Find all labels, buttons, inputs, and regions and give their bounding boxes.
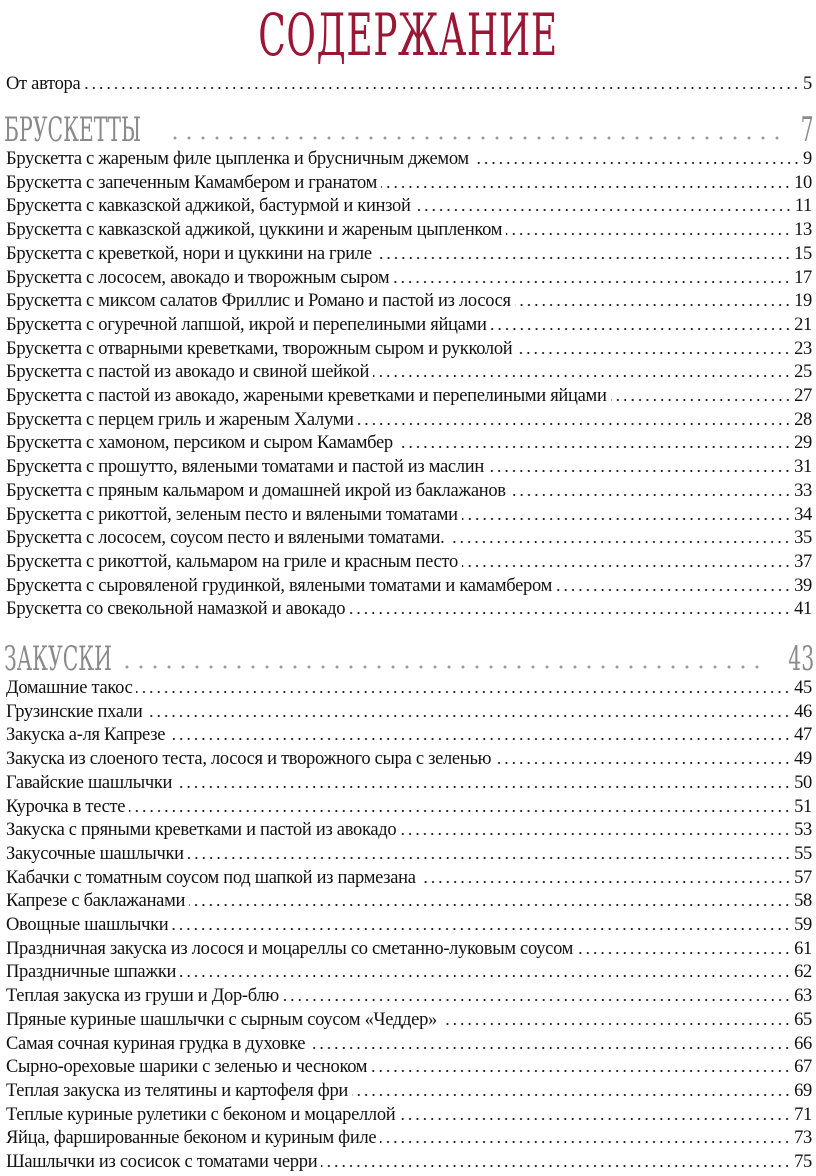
entry-page: 47	[794, 725, 812, 746]
toc-entry[interactable]	[6, 1103, 812, 1126]
toc-entry[interactable]	[6, 384, 812, 407]
entry-page: 67	[794, 1057, 812, 1078]
toc-entry[interactable]	[6, 1055, 812, 1078]
entry-label: Закуска с пряными креветками и пастой из авокадо	[6, 820, 397, 841]
leader-dots	[321, 1164, 791, 1168]
leader-dots	[180, 974, 791, 978]
leader-dots	[488, 469, 791, 473]
entry-label: Домашние такос	[6, 678, 133, 698]
leader-dots	[495, 761, 791, 765]
leader-dots	[399, 1117, 791, 1121]
toc-entry[interactable]	[6, 700, 812, 723]
toc-entry[interactable]	[6, 1008, 812, 1031]
entry-page: 9	[803, 149, 812, 169]
section-page: 43	[788, 639, 814, 679]
page-title: СОДЕРЖАНИЕ	[258, 1, 558, 69]
toc-entry[interactable]	[6, 360, 812, 383]
entry-page: 23	[794, 338, 812, 359]
toc-entry[interactable]	[6, 937, 812, 960]
entry-page: 63	[794, 986, 812, 1007]
toc-entry[interactable]	[6, 194, 812, 217]
entry-page: 65	[794, 1009, 812, 1030]
entry-page: 58	[794, 891, 812, 912]
entry-page: 11	[794, 196, 812, 217]
section-title: ЗАКУСКИ	[4, 639, 112, 679]
entry-page: 10	[794, 172, 812, 193]
entry-label: Шашлычки из сосисок с томатами черри	[6, 1152, 318, 1172]
entry-label: Брускетта с пастой из авокадо и свиной шейкой	[6, 362, 370, 383]
entry-label: Теплая закуска из телятины и картофеля фри	[6, 1080, 348, 1101]
entry-page: 75	[794, 1152, 812, 1172]
toc-entry[interactable]	[6, 723, 812, 746]
entry-page: 45	[794, 678, 812, 698]
entry-label: Брускетта с креветкой, нори и цуккини на гриле	[6, 243, 372, 264]
entry-label: Брускетта с сыровяленой грудинкой, вялеными томатами и камамбером	[6, 575, 552, 596]
leader-dots	[129, 809, 791, 813]
toc-entry[interactable]	[6, 1126, 812, 1149]
leader-dots	[473, 161, 800, 165]
toc-entry[interactable]	[6, 771, 812, 794]
entry-label: Брускетта с пряным кальмаром и домашней икрой из баклажанов	[6, 480, 506, 501]
toc-entry[interactable]	[6, 408, 812, 431]
leader-dots	[397, 445, 791, 449]
toc-entry[interactable]	[6, 676, 812, 699]
toc-entry[interactable]	[6, 913, 812, 936]
entry-page: 73	[794, 1128, 812, 1149]
toc-entry[interactable]	[6, 747, 812, 770]
toc-entry[interactable]	[6, 597, 812, 620]
toc-entry[interactable]	[6, 313, 812, 336]
entry-label: Брускетта с миксом салатов Фриллис и Романо и пастой из лосося	[6, 291, 511, 312]
leader-dots	[349, 611, 791, 615]
entry-label: Закусочные шашлычки	[6, 843, 184, 864]
toc-entry[interactable]	[6, 984, 812, 1007]
entry-label: Брускетта с огуречной лапшой, икрой и перепелиными яйцами	[6, 314, 487, 335]
toc-entry[interactable]	[6, 960, 812, 983]
entry-label: Брускетта с отварными креветками, творожным сыром и рукколой	[6, 338, 513, 359]
section-header[interactable]	[4, 639, 814, 679]
entry-label: Брускетта с запеченным Камамбером и гранатом	[6, 172, 378, 193]
entry-label: Капрезе с баклажанами	[6, 891, 186, 912]
entry-label: Самая сочная куриная грудка в духовке	[6, 1033, 306, 1054]
entry-page: 13	[794, 220, 812, 241]
entry-page: 21	[794, 314, 812, 335]
entry-page: 39	[794, 575, 812, 596]
leader-dots	[376, 256, 791, 260]
leader-dots	[415, 208, 792, 212]
entry-page: 25	[794, 362, 812, 383]
leader-dots	[506, 232, 791, 236]
entry-page: 29	[794, 433, 812, 454]
leader-dots	[556, 588, 791, 592]
toc-entry[interactable]	[6, 337, 812, 360]
entry-label: От автора	[6, 74, 81, 94]
entry-page: 46	[794, 701, 812, 722]
entry-label: Закуска из слоеного теста, лосося и творожного сыра с зеленью	[6, 749, 492, 770]
section-title: БРУСКЕТТЫ	[4, 110, 142, 150]
entry-page: 15	[794, 243, 812, 264]
toc-entry[interactable]	[6, 889, 812, 912]
entry-page: 34	[794, 504, 812, 525]
section-header[interactable]	[4, 110, 814, 150]
toc-entry[interactable]	[6, 1150, 812, 1173]
entry-page: 33	[794, 480, 812, 501]
toc-entry[interactable]	[6, 1079, 812, 1102]
leader-dots	[136, 690, 791, 694]
entry-page: 53	[794, 820, 812, 841]
leader-dots	[146, 714, 791, 718]
entry-label: Закуска а-ля Капрезе	[6, 725, 166, 746]
leader-dots	[380, 1140, 791, 1144]
toc-entry[interactable]	[6, 1032, 812, 1055]
entry-label: Сырно-ореховые шарики с зеленью и чесноком	[6, 1057, 368, 1078]
leader-dots	[462, 564, 791, 568]
toc-entry[interactable]	[6, 479, 812, 502]
entry-label: Гавайские шашлычки	[6, 772, 173, 793]
leader-dots	[400, 832, 791, 836]
toc-entry[interactable]	[6, 818, 812, 841]
leader-dots	[393, 280, 791, 284]
entry-label: Брускетта со свекольной намазкой и авокадо	[6, 599, 346, 620]
toc-entry[interactable]	[6, 842, 812, 865]
entry-label: Пряные куриные шашлычки с сырным соусом «Чеддер»	[6, 1009, 437, 1030]
leader-dots	[515, 303, 791, 307]
entry-page: 49	[794, 749, 812, 770]
entry-label: Кабачки с томатным соусом под шапкой из пармезана	[6, 867, 416, 888]
entry-label: Теплые куриные рулетики с беконом и моцареллой	[6, 1104, 396, 1125]
entry-label: Брускетта с пастой из авокадо, жареными креветками и перепелиными яйцами	[6, 386, 607, 406]
entry-page: 17	[794, 267, 812, 288]
entry-label: Яйца, фаршированные беконом и куриным филе	[6, 1128, 377, 1149]
entry-label: Брускетта с рикоттой, зеленым песто и вялеными томатами	[6, 504, 458, 525]
toc-entry[interactable]	[6, 171, 812, 194]
leader-dots	[441, 1022, 791, 1026]
toc-entry[interactable]	[6, 147, 812, 170]
toc-entry-intro[interactable]	[6, 72, 812, 95]
leader-dots	[176, 785, 791, 789]
leader-dots	[448, 540, 791, 544]
toc-entry[interactable]	[6, 795, 812, 818]
leader-dots	[373, 374, 791, 378]
leader-dots	[577, 951, 791, 955]
leader-dots	[309, 1046, 791, 1050]
leader-dots	[516, 351, 791, 355]
entry-label: Овощные шашлычки	[6, 915, 169, 935]
entry-label: Грузинские пхали	[6, 701, 143, 722]
toc-entry[interactable]	[6, 574, 812, 597]
entry-label: Брускетта с прошутто, вялеными томатами и пастой из маслин	[6, 457, 484, 478]
toc-entry[interactable]	[6, 431, 812, 454]
entry-page: 5	[803, 74, 812, 94]
entry-page: 50	[794, 772, 812, 793]
entry-page: 59	[794, 915, 812, 935]
leader-dots	[358, 422, 791, 426]
leader-dots	[462, 517, 791, 521]
leader-dots	[189, 903, 791, 907]
toc-entry[interactable]	[6, 455, 812, 478]
section-page: 7	[801, 110, 814, 150]
leader-dots	[120, 664, 767, 670]
toc-entry[interactable]	[6, 266, 812, 289]
entry-page: 28	[794, 409, 812, 430]
entry-page: 31	[794, 457, 812, 478]
entry-label: Курочка в тесте	[6, 796, 126, 817]
entry-page: 41	[794, 599, 812, 620]
entry-page: 71	[794, 1104, 812, 1125]
leader-dots	[510, 493, 791, 497]
leader-dots	[371, 1069, 791, 1073]
leader-dots	[420, 880, 791, 884]
entry-page: 61	[794, 938, 812, 959]
entry-label: Брускетта с перцем гриль и жареным Халуми	[6, 409, 354, 430]
toc-entry[interactable]	[6, 242, 812, 265]
entry-page: 27	[794, 386, 812, 406]
leader-dots	[381, 185, 791, 189]
entry-page: 66	[794, 1033, 812, 1054]
toc-entry[interactable]	[6, 866, 812, 889]
entry-label: Брускетта с кавказской аджикой, цуккини и жареным цыпленком	[6, 220, 503, 241]
entry-page: 19	[794, 291, 812, 312]
entry-page: 55	[794, 843, 812, 864]
toc-entry[interactable]	[6, 550, 812, 573]
toc-entry[interactable]	[6, 289, 812, 312]
leader-dots	[283, 998, 791, 1002]
entry-label: Теплая закуска из груши и Дор-блю	[6, 986, 279, 1007]
leader-dots	[84, 86, 800, 90]
entry-page: 37	[794, 551, 812, 572]
toc-entry[interactable]	[6, 526, 812, 549]
entry-page: 62	[794, 962, 812, 983]
leader-dots	[169, 737, 791, 741]
leader-dots	[188, 856, 791, 860]
leader-dots	[172, 927, 791, 931]
entry-label: Брускетта с жареным филе цыпленка и брусничным джемом	[6, 149, 469, 169]
leader-dots	[491, 327, 792, 331]
entry-page: 57	[794, 867, 812, 888]
entry-label: Брускетта с лососем, авокадо и творожным сыром	[6, 267, 390, 288]
leader-dots	[168, 135, 788, 141]
leader-dots	[352, 1093, 791, 1097]
entry-label: Брускетта с хамоном, персиком и сыром Камамбер	[6, 433, 393, 454]
entry-page: 35	[794, 528, 812, 549]
leader-dots	[611, 398, 792, 402]
entry-page: 51	[794, 796, 812, 817]
entry-label: Праздничные шпажки	[6, 962, 177, 983]
entry-label: Праздничная закуска из лосося и моцареллы со сметанно-луковым соусом	[6, 938, 574, 959]
entry-label: Брускетта с лососем, соусом песто и вялеными томатами.	[6, 528, 445, 549]
entry-page: 69	[794, 1080, 812, 1101]
entry-label: Брускетта с кавказской аджикой, бастурмой и кинзой	[6, 196, 411, 217]
entry-label: Брускетта с рикоттой, кальмаром на гриле и красным песто	[6, 551, 458, 572]
toc-entry[interactable]	[6, 503, 812, 526]
toc-entry[interactable]	[6, 218, 812, 241]
